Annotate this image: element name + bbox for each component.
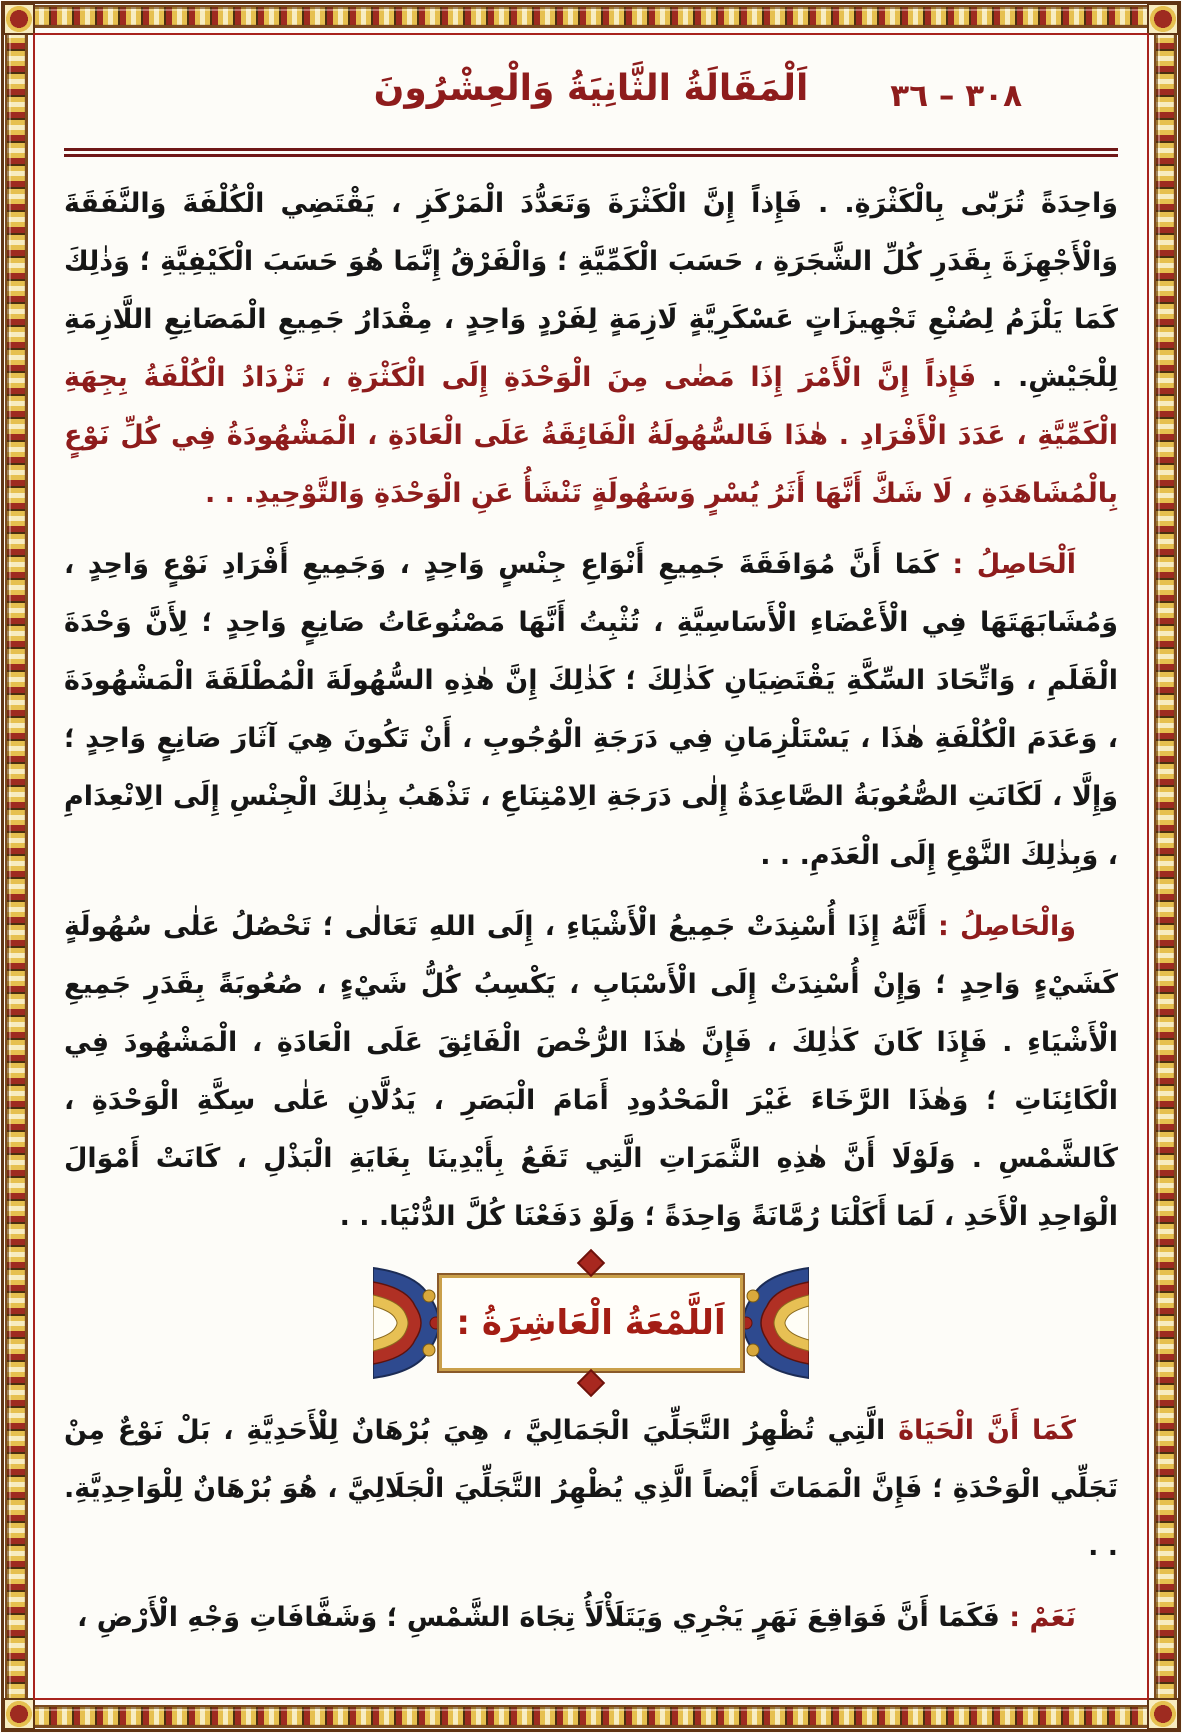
body-text: وَاحِدَةً تُرَبّٰى بِالْكَثْرَةِ. . فَإِذاً إِنَّ الْكَثْرَةَ وَتَعَدُّدَ الْمَرْكَزِ ، يَقْتَضِي الْكُلْفَةَ وَالنَّفَقَةَ وَالْأَجْهِزَةَ بِقَدَرِ كُلِّ الشَّجَرَةِ ، حَسَبَ الْكَمِّيَّةِ ؛ وَالْفَرْقُ إِنَّمَا هُوَ حَسَبَ الْكَيْفِيَّةِ ؛ وَذٰلِكَ كَمَا يَلْزَمُ لِصُنْعِ تَجْهِيزَاتٍ عَسْكَرِيَّةٍ لَازِمَةٍ لِفَرْدٍ وَاحِدٍ ، مِقْدَارُ جَمِيعِ الْمَصَانِعِ اللَّازِمَةِ لِلْجَيْشِ. . [64,188,1118,394]
ornament-right-wing [373,1262,439,1384]
ornament-bottom-finial [577,1369,605,1397]
chapter-title: اَلْمَقَالَةُ الثَّانِيَةُ وَالْعِشْرُونَ [373,68,809,109]
frame-chain-border-top [5,5,1177,28]
paragraph [64,536,1118,884]
frame-chain-border-bottom [5,1705,1177,1728]
paragraph [64,1402,1118,1576]
paragraph [64,175,1118,523]
highlighted-text: وَالْحَاصِلُ : [926,910,1077,942]
page-number: ٣٠٨ – ٣٦ [890,78,1022,114]
text-section-2 [64,1402,1118,1647]
body-text: فَكَمَا أَنَّ فَوَاقِعَ نَهَرٍ يَجْرِي وَيَتَلَأْلَأُ تِجَاهَ الشَّمْسِ ؛ وَشَفَّافَاتِ وَجْهِ الْأَرْضِ ، [77,1601,1000,1633]
frame-chain-border-right [1154,5,1177,1728]
frame-corner-rosette [3,3,35,35]
frame-corner-rosette [1147,3,1179,35]
body-text: الَّتِي تُظْهِرُ التَّجَلِّيَ الْجَمَالِيَّ ، هِيَ بُرْهَانٌ لِلْأَحَدِيَّةِ ، بَلْ نَوْعٌ مِنْ تَجَلِّي الْوَحْدَةِ ؛ فَإِنَّ الْمَمَاتَ أَيْضاً الَّذِي يُظْهِرُ التَّجَلِّيَ الْجَلَالِيَّ ، هُوَ بُرْهَانٌ لِلْوَاحِدِيَّةِ. . . [64,1414,1118,1562]
body-text: أَنَّهُ إِذَا أُسْنِدَتْ جَمِيعُ الْأَشْيَاءِ ، إِلَى اللهِ تَعَالٰى ؛ تَحْصُلُ عَلٰى سُهُولَةٍ كَشَيْءٍ وَاحِدٍ ؛ وَإِنْ أُسْنِدَتْ إِلَى الْأَسْبَابِ ، يَكْسِبُ كُلُّ شَيْءٍ ، صُعُوبَةً بِقَدَرِ جَمِيعِ الْأَشْيَاءِ . فَإِذَا كَانَ كَذٰلِكَ ، فَإِنَّ هٰذَا الرُّخْصَ الْفَائِقَ عَلَى الْعَادَةِ ، الْمَشْهُودَ فِي الْكَائِنَاتِ ؛ وَهٰذَا الرَّخَاءَ غَيْرَ الْمَحْدُودِ أَمَامَ الْبَصَرِ ، يَدُلَّانِ عَلٰى سِكَّةِ الْوَحْدَةِ ، كَالشَّمْسِ . وَلَوْلَا أَنَّ هٰذِهِ الثَّمَرَاتِ الَّتِي تَقَعُ بِأَيْدِينَا بِغَايَةِ الْبَذْلِ ، كَانَتْ أَمْوَالَ الْوَاحِدِ الْأَحَدِ ، لَمَا أَكَلْنَا رُمَّانَةً وَاحِدَةً ؛ وَلَوْ دَفَعْنَا كُلَّ الدُّنْيَا. . . [64,910,1118,1232]
body-text: كَمَا أَنَّ مُوَافَقَةَ جَمِيعِ أَنْوَاعِ جِنْسٍ وَاحِدٍ ، وَجَمِيعِ أَفْرَادِ نَوْعٍ وَاحِدٍ ، وَمُشَابَهَتَهَا فِي الْأَعْضَاءِ الْأَسَاسِيَّةِ ، تُثْبِتُ أَنَّهَا مَصْنُوعَاتُ صَانِعٍ وَاحِدٍ ؛ لِأَنَّ وَحْدَةَ الْقَلَمِ ، وَاتِّحَادَ السِّكَّةِ يَقْتَضِيَانِ كَذٰلِكَ ؛ كَذٰلِكَ إِنَّ هٰذِهِ السُّهُولَةَ الْمُطْلَقَةَ الْمَشْهُودَةَ ، وَعَدَمَ الْكُلْفَةِ هٰذَا ، يَسْتَلْزِمَانِ فِي دَرَجَةِ الْوُجُوبِ ، أَنْ تَكُونَ هِيَ آثَارَ صَانِعٍ وَاحِدٍ ؛ وَإِلَّا ، لَكَانَتِ الصُّعُوبَةُ الصَّاعِدَةُ إِلٰى دَرَجَةِ الِامْتِنَاعِ ، تَذْهَبُ بِذٰلِكَ الْجِنْسِ إِلَى الِانْعِدَامِ ، وَبِذٰلِكَ النَّوْعِ إِلَى الْعَدَمِ. . . [64,549,1118,871]
paragraph [64,898,1118,1246]
section-ornament [373,1262,808,1384]
frame-corner-rosette [1147,1698,1179,1730]
highlighted-text: كَمَا أَنَّ الْحَيَاةَ [885,1414,1076,1446]
ornament-panel [439,1275,742,1371]
header-divider [64,148,1118,157]
section-title: اَللَّمْعَةُ الْعَاشِرَةُ : [456,1302,726,1343]
text-section-1 [64,175,1118,1246]
highlighted-text: فَإِذاً إِنَّ الْأَمْرَ إِذَا مَضٰى مِنَ الْوَحْدَةِ إِلَى الْكَثْرَةِ ، تَزْدَادُ الْكُلْفَةُ بِجِهَةِ الْكَمِّيَّةِ ، عَدَدَ الْأَفْرَادِ . هٰذَا فَالسُّهُولَةُ الْفَائِقَةُ عَلَى الْعَادَةِ ، الْمَشْهُودَةُ فِي كُلِّ نَوْعٍ بِالْمُشَاهَدَةِ ، لَا شَكَّ أَنَّهَا أَثَرُ يُسْرٍ وَسَهُولَةٍ تَنْشَأُ عَنِ الْوَحْدَةِ وَالتَّوْحِيدِ. . . [64,362,1118,510]
ornament-top-finial [577,1249,605,1277]
highlighted-text: نَعَمْ : [999,1601,1076,1633]
frame-corner-rosette [3,1698,35,1730]
frame-chain-border-left [5,5,28,1728]
page-content [64,52,1118,1689]
paragraph [64,1589,1118,1647]
page-header [64,52,1118,142]
highlighted-text: اَلْحَاصِلُ : [938,549,1076,581]
ornament-left-wing [743,1262,809,1384]
